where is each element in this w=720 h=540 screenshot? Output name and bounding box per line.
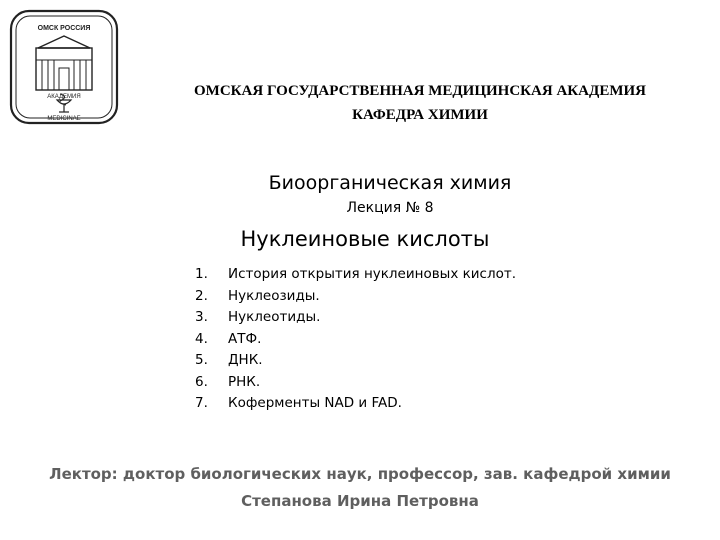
academy-logo <box>8 8 120 126</box>
list-item-number: 5. <box>195 352 208 368</box>
list-item-number: 2. <box>195 287 208 304</box>
list-item <box>195 307 615 329</box>
list-item-number: 4. <box>195 330 208 347</box>
list-item-number: 3. <box>195 309 208 325</box>
list-item-text: Коферменты NAD и FAD. <box>228 395 402 411</box>
svg-text:ОМСК РОССИЯ: ОМСК РОССИЯ <box>37 25 91 32</box>
svg-text:MEDICINAE: MEDICINAE <box>47 116 81 122</box>
institution-header <box>130 79 710 127</box>
lecturer-name: Степанова Ирина Петровна <box>241 492 479 510</box>
list-item-text: РНК. <box>228 373 261 390</box>
list-item-text: Нуклеозиды. <box>228 287 320 304</box>
contents-list <box>195 264 615 415</box>
course-title: Биоорганическая химия <box>268 172 512 194</box>
lecturer-title: Лектор: доктор биологических наук, профессор, зав. кафедрой химии <box>49 465 671 483</box>
list-item <box>195 286 615 308</box>
list-item <box>195 329 615 351</box>
svg-text:АКАДЕМИЯ: АКАДЕМИЯ <box>47 94 81 100</box>
institution-name: ОМСКАЯ ГОСУДАРСТВЕННАЯ МЕДИЦИНСКАЯ АКАДЕМИЯ <box>194 83 646 99</box>
list-item-text: ДНК. <box>228 352 263 368</box>
list-item-text: Нуклеотиды. <box>228 309 321 325</box>
list-item <box>195 393 615 415</box>
academy-emblem-icon <box>8 8 120 126</box>
list-item <box>195 372 615 394</box>
lecturer-info <box>0 461 720 515</box>
list-item-number: 1. <box>195 266 208 282</box>
lecture-topic: Нуклеиновые кислоты <box>240 227 490 251</box>
list-item-number: 7. <box>195 395 208 411</box>
lecture-number: Лекция № 8 <box>346 200 434 216</box>
list-item-text: История открытия нуклеиновых кислот. <box>228 266 517 282</box>
list-item-text: АТФ. <box>228 330 262 347</box>
list-item <box>195 264 615 286</box>
list-item-number: 6. <box>195 373 208 390</box>
list-item <box>195 350 615 372</box>
department-name: КАФЕДРА ХИМИИ <box>352 107 488 123</box>
